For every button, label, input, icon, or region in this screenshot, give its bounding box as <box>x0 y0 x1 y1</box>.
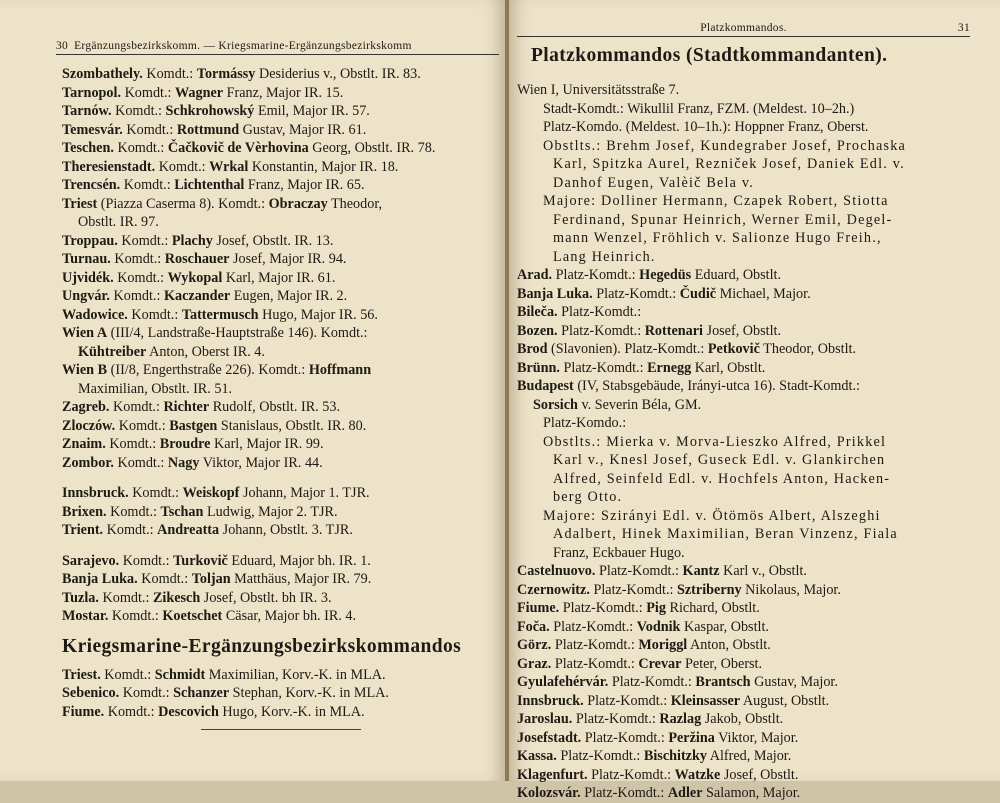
entry-place: Fiume. <box>62 703 105 720</box>
entry-place: Castelnuovo. <box>517 563 596 579</box>
right-page-number: 31 <box>957 22 970 34</box>
entry-place: Innsbruck. <box>517 692 584 709</box>
entry <box>62 454 499 473</box>
entry-text: Platz-Komdt.: <box>572 711 660 727</box>
entry <box>517 655 970 674</box>
entry <box>517 303 970 322</box>
entry-place: Josefstadt. <box>517 729 582 746</box>
entry-person: Hegedüs <box>639 267 692 283</box>
left-entry-list-3 <box>62 552 499 626</box>
entry-place: Temesvár. <box>62 121 123 138</box>
entry-detail: Theodor, <box>327 195 383 212</box>
text-line: Danhof Eugen, Valèič Bela v. <box>553 174 755 191</box>
entry-place: Trient. <box>62 522 104 538</box>
entry-text: Komdt.: <box>106 503 161 520</box>
entry-person: Crevar <box>638 655 682 672</box>
entry-text: Platz-Komdt.: <box>557 322 645 339</box>
entry-detail: Alfred, Major. <box>706 748 792 764</box>
entry-person: Razlag <box>659 711 702 727</box>
entry-detail: Karl, Major IR. 99. <box>210 436 324 452</box>
entry-detail: Anton, Oberst IR. 4. <box>146 343 265 360</box>
entry-text: Komdt.: <box>108 608 163 624</box>
text-line: Adalbert, Hinek Maximilian, Beran Vinzenz, Fiala <box>553 526 898 542</box>
entry <box>517 359 970 378</box>
entry-detail: Emil, Major IR. 57. <box>254 103 370 119</box>
entry-person: Čudič <box>679 285 717 302</box>
left-section-title: Kriegsmarine-Ergänzungsbezirkskommandos <box>62 635 462 657</box>
entry-place: Teschen. <box>62 140 114 156</box>
entry <box>62 589 499 608</box>
entry-detail: Josef, Obstlt. IR. 13. <box>212 232 334 249</box>
entry-text: Komdt.: <box>120 177 175 193</box>
entry-detail: Cäsar, Major bh. IR. 4. <box>222 608 357 624</box>
entry-text: Komdt.: <box>119 552 174 569</box>
entry-place: Triest. <box>62 666 101 683</box>
text-line: Franz, Eckbauer Hugo. <box>553 544 685 561</box>
entry <box>62 361 499 380</box>
entry-person: Ernegg <box>647 359 692 376</box>
entry-detail: Richard, Obstlt. <box>665 600 760 616</box>
entry <box>62 139 499 158</box>
entry-text: Platz-Komdt.: <box>595 563 683 579</box>
entry <box>62 65 499 84</box>
entry-place: Gyulafehérvár. <box>517 674 609 690</box>
entry-detail: Matthäus, Major IR. 79. <box>230 571 372 587</box>
entry-detail: Stephan, Korv.-K. in MLA. <box>229 685 389 701</box>
entry <box>62 666 499 685</box>
entry-place: Graz. <box>517 655 552 672</box>
right-entry-list-2 <box>517 562 970 803</box>
right-entry-list-1 <box>517 266 970 414</box>
entry-place: Brod <box>517 341 548 357</box>
entry-detail: Jakob, Obstlt. <box>701 711 784 727</box>
entry-detail: Obstlt. IR. 97. <box>78 214 159 230</box>
entry-detail: Anton, Obstlt. <box>687 637 771 653</box>
entry-detail: Konstantin, Major IR. 18. <box>248 158 399 175</box>
entry-text: Komdt.: <box>117 232 172 249</box>
right-page <box>509 0 1000 801</box>
entry-person: Kantz <box>682 563 720 579</box>
entry-text: Komdt.: <box>113 454 168 471</box>
entry <box>62 552 499 571</box>
entry <box>62 607 499 626</box>
entry-person: Toljan <box>191 571 231 587</box>
entry-person: Nagy <box>167 454 200 471</box>
entry-person: Adler <box>667 785 703 801</box>
entry-text: (III/4, Landstraße-Hauptstraße 146). Komdt.: <box>107 325 368 341</box>
entry-place: Bozen. <box>517 322 558 339</box>
entry-person: Peržina <box>668 729 715 746</box>
entry-detail: Maximilian, Korv.-K. in MLA. <box>205 666 386 683</box>
entry-person: Richter <box>163 399 210 415</box>
text-line: Wien I, Universitätsstraße 7. <box>517 82 680 98</box>
entry-detail: Michael, Major. <box>716 285 811 302</box>
entry-place: Sarajevo. <box>62 552 120 569</box>
entry-place: Triest <box>62 195 98 212</box>
right-running-head: Platzkommandos. <box>700 22 787 34</box>
entry-place: Budapest <box>517 378 574 394</box>
entry-detail: Salamon, Major. <box>702 785 801 801</box>
entry-place: Sebenico. <box>62 685 120 701</box>
entry-person: Sorsich <box>533 396 578 413</box>
entry-place: Szombathely. <box>62 66 143 82</box>
entry-text: Komdt.: <box>155 158 210 175</box>
entry <box>62 324 499 343</box>
entry-place: Troppau. <box>62 232 118 249</box>
entry-detail: Karl v., Obstlt. <box>719 563 807 579</box>
entry-person: Obraczay <box>268 195 328 212</box>
entry-place: Ujvidék. <box>62 269 114 286</box>
entry <box>517 618 970 637</box>
entry-place: Zombor. <box>62 454 114 471</box>
entry-text: Komdt.: <box>100 666 155 683</box>
text-line: mann Wenzel, Fröhlich v. Salionze Hugo Freih., <box>553 230 882 246</box>
entry-text: Platz-Komdt.: <box>583 692 671 709</box>
text-line: Majore: Dolliner Hermann, Czapek Robert, Stiotta <box>543 193 889 209</box>
entry-text: Komdt.: <box>127 306 182 323</box>
entry-place: Mostar. <box>62 608 109 624</box>
entry-detail: Desiderius v., Obstlt. IR. 83. <box>255 66 421 82</box>
entry-place: Zagreb. <box>62 399 110 415</box>
entry-person: Tormássy <box>196 66 256 82</box>
entry <box>62 398 499 417</box>
entry-person: Zikesch <box>152 589 201 606</box>
entry-person: Lichtenthal <box>174 177 245 193</box>
wien-block <box>517 81 970 266</box>
entry-person: Wykopal <box>167 269 223 286</box>
entry-person: Rottenari <box>644 322 703 339</box>
entry-detail: Nikolaus, Major. <box>741 581 841 598</box>
entry-place: Trencsén. <box>62 177 121 193</box>
entry-place: Kassa. <box>517 748 557 764</box>
entry-place: Banja Luka. <box>62 571 138 587</box>
entry-person: Bischitzky <box>643 748 707 764</box>
entry <box>517 581 970 600</box>
entry <box>62 684 499 703</box>
entry-place: Fiume. <box>517 600 560 616</box>
entry <box>62 521 499 540</box>
entry-person: Bastgen <box>169 417 218 434</box>
right-section-title: Platzkommandos (Stadtkommandanten). <box>531 45 888 66</box>
entry-detail: Eduard, Obstlt. <box>691 267 782 283</box>
entry-detail: Hugo, Korv.-K. in MLA. <box>218 703 365 720</box>
text-line: berg Otto. <box>553 489 623 505</box>
entry-person: Descovich <box>158 703 219 720</box>
entry-continuation <box>62 343 499 362</box>
entry-detail: Rudolf, Obstlt. IR. 53. <box>209 399 340 415</box>
spacer <box>62 472 499 484</box>
entry-place: Foča. <box>517 618 550 635</box>
entry-detail: Karl, Obstlt. <box>691 359 766 376</box>
entry-detail: Maximilian, Obstlt. IR. 51. <box>78 380 233 397</box>
entry <box>62 269 499 288</box>
entry-place: Ungvár. <box>62 288 110 304</box>
entry-text: Komdt.: <box>113 140 168 156</box>
entry-text: Platz-Komdt.: <box>608 674 696 690</box>
entry-continuation <box>517 396 970 415</box>
entry <box>62 435 499 454</box>
left-page-header <box>56 40 499 55</box>
entry-place: Turnau. <box>62 251 111 267</box>
entry <box>62 176 499 195</box>
entry-text: Platz-Komdt.: <box>559 359 648 376</box>
entry-detail: Viktor, Major IR. 44. <box>199 454 323 471</box>
entry-person: Moriggl <box>638 637 688 653</box>
entry-continuation <box>62 213 499 232</box>
entry-place: Jaroslau. <box>517 711 573 727</box>
entry <box>62 417 499 436</box>
entry-person: Wrkal <box>209 158 249 175</box>
entry-person: Kleinsasser <box>670 692 741 709</box>
text-line: Platz-Komdo.: <box>543 415 627 431</box>
entry-text: Platz-Komdt.: <box>592 285 680 302</box>
entry-detail: Ludwig, Major 2. TJR. <box>203 503 338 520</box>
text-line: Obstlts.: Brehm Josef, Kundegraber Josef, Prochaska <box>543 137 907 154</box>
text-line: Karl, Spitzka Aurel, Rezniček Josef, Daniek Edl. v. <box>553 156 905 172</box>
entry-person: Tschan <box>160 503 204 520</box>
entry <box>62 121 499 140</box>
entry-detail: v. Severin Béla, GM. <box>577 396 702 413</box>
entry <box>517 340 970 359</box>
entry-detail: Josef, Obstlt. bh IR. 3. <box>200 589 332 606</box>
entry-detail: Stanislaus, Obstlt. IR. 80. <box>217 417 367 434</box>
entry-text: Komdt.: <box>110 251 165 267</box>
entry-person: Tattermusch <box>181 306 259 323</box>
left-entry-list-4 <box>62 666 499 722</box>
entry-text: Platz-Komdt.: <box>556 748 644 764</box>
entry-place: Zloczów. <box>62 417 116 434</box>
entry <box>62 503 499 522</box>
entry-person: Broudre <box>159 436 211 452</box>
entry-person: Petkovič <box>707 341 760 357</box>
entry-text: Komdt.: <box>103 522 158 538</box>
entry-detail: Georg, Obstlt. IR. 78. <box>308 140 436 156</box>
entry <box>517 266 970 285</box>
entry <box>62 484 499 503</box>
entry-continuation <box>62 380 499 399</box>
entry-text: Platz-Komdt.: <box>589 581 677 598</box>
entry-text: (IV, Stabsgebäude, Irányi-utca 16). Stadt-Komdt.: <box>573 378 860 394</box>
entry <box>62 84 499 103</box>
entry-text: Komdt.: <box>142 66 197 82</box>
entry <box>62 570 499 589</box>
entry-detail: Gustav, Major. <box>750 674 838 690</box>
entry-text: Komdt.: <box>121 84 176 101</box>
entry-place: Znaim. <box>62 436 106 452</box>
text-line: Stadt-Komdt.: Wikullil Franz, FZM. (Meldest. 10–2h.) <box>543 100 855 117</box>
entry-text: Komdt.: <box>128 485 183 501</box>
entry-detail: Karl, Major IR. 61. <box>222 269 336 286</box>
budapest-block <box>517 414 970 562</box>
entry-detail: Josef, Obstlt. <box>703 322 782 339</box>
entry-text: Komdt.: <box>105 436 160 452</box>
entry-place: Czernowitz. <box>517 581 590 598</box>
text-line: Alfred, Seinfeld Edl. v. Hochfels Anton, Hacken- <box>553 470 891 487</box>
text-line: Obstlts.: Mierka v. Morva-Lieszko Alfred, Prikkel <box>543 433 887 450</box>
entry <box>517 562 970 581</box>
entry-detail: Franz, Major IR. 15. <box>223 84 344 101</box>
entry-detail: August, Obstlt. <box>740 692 830 709</box>
entry-detail: Josef, Obstlt. <box>720 766 799 783</box>
entry <box>517 784 970 803</box>
entry-person: Kühtreiber <box>78 343 147 360</box>
entry-place: Tarnów. <box>62 103 112 119</box>
entry-place: Wien A <box>62 325 108 341</box>
entry-place: Wien B <box>62 362 108 378</box>
entry-text: (II/8, Engerthstraße 226). Komdt.: <box>107 362 309 378</box>
entry-text: Komdt.: <box>113 269 168 286</box>
entry <box>517 729 970 748</box>
entry-place: Tarnopol. <box>62 84 122 101</box>
entry-text: Platz-Komdt.: <box>581 729 669 746</box>
entry-person: Schmidt <box>154 666 206 683</box>
entry-detail: Peter, Oberst. <box>681 655 763 672</box>
entry-person: Schkrohowský <box>165 103 255 119</box>
text-line: Lang Heinrich. <box>553 248 656 265</box>
entry-text: Platz-Komdt.: <box>551 637 639 653</box>
entry <box>517 285 970 304</box>
entry <box>517 377 970 396</box>
entry-text: (Slavonien). Platz-Komdt.: <box>547 341 708 357</box>
entry <box>517 766 970 785</box>
entry-detail: Johann, Obstlt. 3. TJR. <box>219 522 353 538</box>
entry-text: Platz-Komdt.: <box>552 267 640 283</box>
entry-place: Brixen. <box>62 503 107 520</box>
entry-person: Vodnik <box>636 618 681 635</box>
entry-detail: Kaspar, Obstlt. <box>680 618 769 635</box>
entry <box>517 599 970 618</box>
entry <box>517 636 970 655</box>
entry-person: Hoffmann <box>308 362 372 378</box>
entry-person: Schanzer <box>173 685 230 701</box>
entry-place: Innsbruck. <box>62 485 129 501</box>
entry <box>62 232 499 251</box>
entry <box>62 250 499 269</box>
entry-text: Komdt.: <box>122 121 177 138</box>
entry-person: Rottmund <box>176 121 240 138</box>
entry-text: Platz-Komdt.: <box>551 655 639 672</box>
entry-detail: Franz, Major IR. 65. <box>244 177 365 193</box>
entry-text: Platz-Komdt.: <box>549 618 637 635</box>
entry-person: Weiskopf <box>182 485 240 501</box>
left-entry-list-1 <box>62 65 499 472</box>
entry <box>62 703 499 722</box>
entry-place: Arad. <box>517 267 553 283</box>
entry-place: Klagenfurt. <box>517 766 588 783</box>
entry-detail: Eugen, Major IR. 2. <box>230 288 348 304</box>
entry <box>517 710 970 729</box>
entry <box>62 195 499 214</box>
entry <box>517 692 970 711</box>
entry-detail: Theodor, Obstlt. <box>759 341 857 357</box>
entry-place: Bileča. <box>517 304 558 320</box>
entry-person: Wagner <box>175 84 224 101</box>
left-running-head: Ergänzungsbezirkskomm. — Kriegsmarine-Ergänzungsbezirkskomm <box>74 40 412 52</box>
entry-text: Komdt.: <box>137 571 192 587</box>
left-page <box>0 0 505 781</box>
entry-detail: Josef, Major IR. 94. <box>229 251 347 267</box>
end-rule <box>201 729 361 730</box>
entry-person: Čačkovič de Vèrhovina <box>167 140 309 156</box>
entry <box>517 322 970 341</box>
entry-person: Sztriberny <box>676 581 742 598</box>
entry <box>62 306 499 325</box>
entry-text: Komdt.: <box>115 417 170 434</box>
entry-place: Banja Luka. <box>517 285 593 302</box>
entry-text: Komdt.: <box>119 685 174 701</box>
entry-text: Komdt.: <box>98 589 153 606</box>
entry-text: Platz-Komdt.: <box>580 785 668 801</box>
right-page-header <box>517 22 970 37</box>
entry-place: Brünn. <box>517 359 560 376</box>
entry-place: Tuzla. <box>62 589 99 606</box>
entry-text: (Piazza Caserma 8). Komdt.: <box>97 195 269 212</box>
entry <box>62 158 499 177</box>
entry-person: Koetschet <box>162 608 223 624</box>
entry-person: Kaczander <box>163 288 231 304</box>
entry-detail: Viktor, Major. <box>714 729 799 746</box>
entry-text: Komdt.: <box>109 288 164 304</box>
entry-detail: Eduard, Major bh. IR. 1. <box>227 552 371 569</box>
left-entry-list-2 <box>62 484 499 540</box>
entry-person: Plachy <box>171 232 213 249</box>
entry-text: Komdt.: <box>109 399 164 415</box>
entry-person: Watzke <box>674 766 721 783</box>
entry-person: Pig <box>646 600 666 616</box>
entry-place: Kolozsvár. <box>517 785 581 801</box>
entry-detail: Hugo, Major IR. 56. <box>258 306 378 323</box>
entry-place: Görz. <box>517 637 552 653</box>
entry-person: Brantsch <box>695 674 751 690</box>
text-line: Platz-Komdo. (Meldest. 10–1h.): Hoppner Franz, Oberst. <box>543 119 869 135</box>
entry-person: Turkovič <box>173 552 228 569</box>
entry-person: Andreatta <box>157 522 220 538</box>
entry-text: Komdt.: <box>104 703 159 720</box>
entry-text: Platz-Komdt.: <box>587 766 675 783</box>
entry-detail: Gustav, Major IR. 61. <box>239 121 367 138</box>
text-line: Majore: Szirányi Edl. v. Ötömös Albert, Alszeghi <box>543 507 881 524</box>
entry-text: Platz-Komdt.: <box>559 600 647 616</box>
left-page-number: 30 <box>56 40 69 52</box>
entry <box>517 747 970 766</box>
text-line: Ferdinand, Spunar Heinrich, Werner Emil, Degel- <box>553 211 893 228</box>
entry <box>517 673 970 692</box>
entry-place: Theresienstadt. <box>62 158 156 175</box>
entry-text: Platz-Komdt.: <box>557 304 642 320</box>
entry <box>62 102 499 121</box>
entry-text: Komdt.: <box>111 103 166 119</box>
text-line: Karl v., Knesl Josef, Guseck Edl. v. Glankirchen <box>553 452 886 468</box>
entry-person: Roschauer <box>164 251 230 267</box>
entry-detail: Johann, Major 1. TJR. <box>239 485 370 501</box>
entry-place: Wadowice. <box>62 306 128 323</box>
spacer <box>62 540 499 552</box>
entry <box>62 287 499 306</box>
